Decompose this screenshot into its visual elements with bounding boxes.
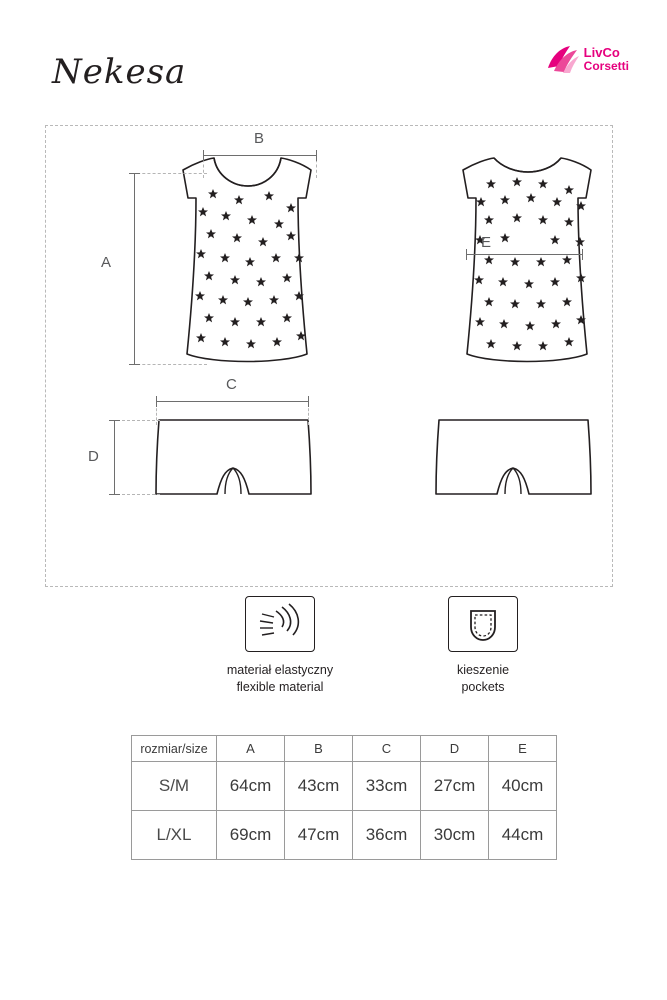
feature-flexible-material xyxy=(180,596,380,696)
table-cell-b: 47cm xyxy=(285,811,353,860)
page-title: Nekesa xyxy=(52,52,187,92)
feature-caption-en: pockets xyxy=(461,679,505,694)
feature-caption-pl: materiał elastyczny xyxy=(226,663,334,677)
feature-caption xyxy=(383,662,583,696)
table-cell-e: 40cm xyxy=(489,762,557,811)
feature-list xyxy=(45,596,613,711)
feature-caption xyxy=(180,662,380,696)
dim-e-cap-left xyxy=(466,249,467,260)
table-header-e: E xyxy=(489,736,557,762)
table-cell-d: 27cm xyxy=(421,762,489,811)
dim-c-line xyxy=(156,401,308,402)
top-back xyxy=(431,154,596,377)
dim-label-a: A xyxy=(101,254,112,271)
shorts-back xyxy=(431,416,596,506)
dim-b-cap-left xyxy=(203,150,204,161)
dim-label-c: C xyxy=(226,376,237,393)
table-cell-a: 69cm xyxy=(217,811,285,860)
dim-c-cap-left xyxy=(156,396,157,407)
table-cell-b: 43cm xyxy=(285,762,353,811)
brand-logo xyxy=(519,38,629,80)
brand-line2: Corsetti xyxy=(583,58,629,73)
table-row xyxy=(132,762,557,811)
size-table xyxy=(131,735,557,860)
dim-c-cap-right xyxy=(308,396,309,407)
table-header-d: D xyxy=(421,736,489,762)
dim-e-cap-right xyxy=(582,249,583,260)
table-header-b: B xyxy=(285,736,353,762)
dim-d-cap-bottom xyxy=(109,494,120,495)
brand-logo-mark xyxy=(546,44,580,74)
dim-d-cap-top xyxy=(109,420,120,421)
dim-b-cap-right xyxy=(316,150,317,161)
table-cell-c: 33cm xyxy=(353,762,421,811)
feature-pockets xyxy=(383,596,583,696)
table-cell-size: S/M xyxy=(132,762,217,811)
top-front xyxy=(151,154,316,377)
table-cell-size: L/XL xyxy=(132,811,217,860)
dim-d-line xyxy=(114,420,115,494)
table-cell-d: 30cm xyxy=(421,811,489,860)
technical-drawing-frame xyxy=(45,125,613,587)
dim-e-line xyxy=(466,254,582,255)
table-row xyxy=(132,811,557,860)
table-cell-a: 64cm xyxy=(217,762,285,811)
feature-caption-en: flexible material xyxy=(236,679,324,694)
table-header-row xyxy=(132,736,557,762)
dim-label-d: D xyxy=(88,448,99,465)
brand-logo-text xyxy=(584,46,629,72)
shorts-front xyxy=(151,416,316,506)
dim-a-line xyxy=(134,173,135,364)
dim-a-cap-top xyxy=(129,173,140,174)
dim-a-tick-top xyxy=(132,173,207,174)
elastic-material-icon xyxy=(245,596,315,652)
table-header-c: C xyxy=(353,736,421,762)
dim-a-cap-bottom xyxy=(129,364,140,365)
dim-label-e: E xyxy=(481,234,492,251)
brand-line1: LivCo xyxy=(583,44,620,60)
table-cell-c: 36cm xyxy=(353,811,421,860)
table-cell-e: 44cm xyxy=(489,811,557,860)
table-header-size: rozmiar/size xyxy=(132,736,217,762)
feature-caption-pl: kieszenie xyxy=(456,663,510,677)
dim-b-line xyxy=(203,155,316,156)
pocket-icon xyxy=(448,596,518,652)
dim-label-b: B xyxy=(254,130,265,147)
dim-a-tick-bottom xyxy=(132,364,207,365)
table-header-a: A xyxy=(217,736,285,762)
